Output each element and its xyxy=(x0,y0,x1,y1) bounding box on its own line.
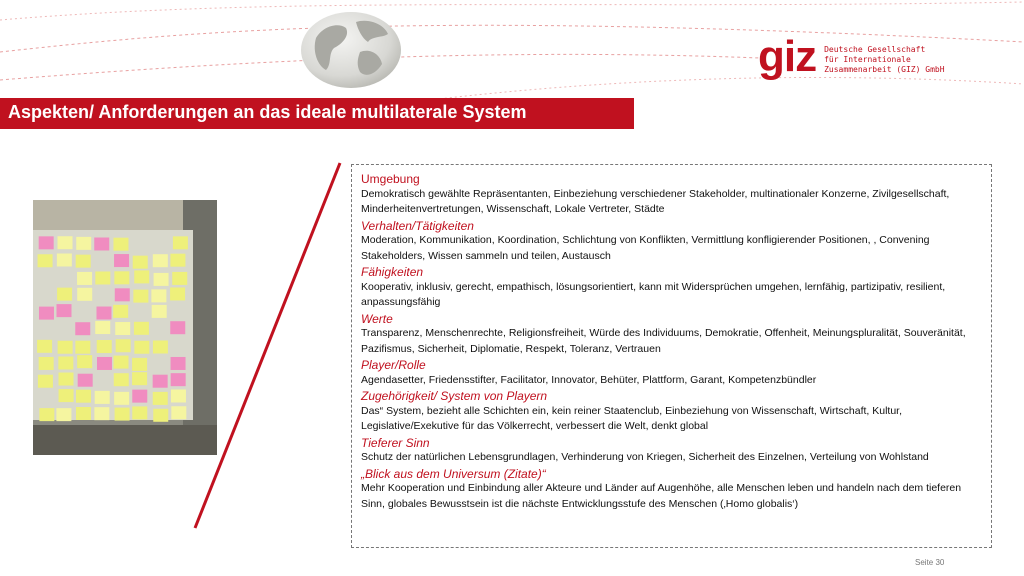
sticky-note xyxy=(133,290,148,303)
sticky-note xyxy=(95,391,110,404)
sticky-note xyxy=(57,254,72,267)
sticky-note xyxy=(114,254,129,267)
section-body: Schutz der natürlichen Lebensgrundlagen, Verhinderung von Kriegen, Sicherheit des Einzelnen, Verteilung von Wohlstand xyxy=(361,451,929,463)
sticky-note xyxy=(114,271,129,284)
sticky-note xyxy=(132,406,147,419)
page-title: Aspekten/ Anforderungen an das ideale multilaterale System xyxy=(8,102,527,122)
sticky-note xyxy=(170,254,185,267)
sticky-note xyxy=(76,237,91,250)
sticky-note xyxy=(153,392,168,405)
sticky-note xyxy=(134,270,149,283)
sticky-note xyxy=(113,305,128,318)
sticky-note xyxy=(96,307,111,320)
sticky-note xyxy=(94,407,109,420)
sticky-note xyxy=(57,304,72,317)
section-heading: Zugehörigkeit/ System von Playern xyxy=(361,389,548,403)
sticky-note xyxy=(153,340,168,353)
sticky-note xyxy=(39,357,54,370)
section-heading: Umgebung xyxy=(361,172,420,186)
section-heading: Verhalten/Tätigkeiten xyxy=(361,218,474,233)
giz-logo xyxy=(758,32,945,81)
sticky-note xyxy=(114,373,129,386)
section-heading: Player/Rolle xyxy=(361,358,426,372)
sticky-note xyxy=(152,305,167,318)
logo-line: für Internationale xyxy=(824,55,911,64)
section-heading: Fähigkeiten xyxy=(361,265,424,279)
sticky-note xyxy=(115,288,130,301)
sticky-note xyxy=(132,390,147,403)
sticky-note xyxy=(132,358,147,371)
sticky-note xyxy=(132,372,147,385)
sticky-note xyxy=(153,409,168,422)
sticky-note xyxy=(154,273,169,286)
sticky-note xyxy=(78,374,93,387)
sticky-note xyxy=(95,321,110,334)
sticky-note xyxy=(56,408,71,421)
section-body: Agendasetter, Friedensstifter, Facilitator, Innovator, Behüter, Plattform, Garant, Kompetenzbündler xyxy=(361,373,817,386)
sticky-note xyxy=(172,272,187,285)
giz-logo-text xyxy=(824,45,944,75)
logo-line: Zusammenarbeit (GIZ) GmbH xyxy=(824,65,945,74)
section-heading: Tieferer Sinn xyxy=(361,435,430,450)
sticky-note xyxy=(114,392,129,405)
sticky-note xyxy=(38,375,53,388)
sticky-note xyxy=(171,373,186,386)
title-bar xyxy=(0,98,634,129)
sticky-note xyxy=(97,357,112,370)
sticky-note xyxy=(58,373,73,386)
sticky-note xyxy=(133,256,148,269)
section-heading: „Blick aus dem Universum (Zitate)“ xyxy=(361,466,546,481)
sticky-note xyxy=(115,322,130,335)
sticky-note xyxy=(134,341,149,354)
sticky-note xyxy=(97,340,112,353)
sticky-note xyxy=(75,322,90,335)
sticky-note xyxy=(171,357,186,370)
sticky-note xyxy=(94,237,109,250)
sticky-note xyxy=(76,255,91,268)
section-body: Moderation, Kommunikation, Koordination, Schlichtung von Konflikten, Vermittlung konfligierender Positionen, , Convening Stakeholders, Wissen sammeln und teilen, Austausch xyxy=(361,234,930,262)
sticky-note xyxy=(59,389,74,402)
sticky-note xyxy=(38,254,53,267)
sticky-note xyxy=(95,271,110,284)
giz-logo-mark: giz xyxy=(758,32,817,81)
sticky-note xyxy=(171,389,186,402)
sticky-note xyxy=(37,340,52,353)
section-body: Transparenz, Menschenrechte, Religionsfreiheit, Würde des Individuums, Demokratie, Offenheit, Meinungspluralität, Souveränität, Pazifismus, Sicherheit, Diplomatie, Respekt, Toleranz, Vertrauen xyxy=(361,327,966,355)
section-body: Demokratisch gewählte Repräsentanten, Einbeziehung verschiedener Stakeholder, multinationaler Konzerne, Zivilgesellschaft, Minderheitenvertretungen, Wissenschaft, Lokale Vertreter, Städte xyxy=(361,187,950,215)
sticky-note xyxy=(171,406,186,419)
sticky-note xyxy=(153,375,168,388)
requirements-box xyxy=(351,164,992,548)
section-body: Kooperativ, inklusiv, gerecht, empathisch, lösungsorientiert, kann mit Widersprüchen umgehen, lernfähig, partizipativ, resilient, anpassungsfähig xyxy=(361,280,946,308)
sticky-note xyxy=(39,408,54,421)
sticky-note xyxy=(57,288,72,301)
sticky-note xyxy=(153,254,168,267)
sticky-note xyxy=(170,321,185,334)
sticky-note xyxy=(151,289,166,302)
sticky-note xyxy=(134,322,149,335)
sticky-note xyxy=(39,236,54,249)
sticky-note xyxy=(58,357,73,370)
section-body: Das“ System, bezieht alle Schichten ein, kein reiner Staatenclub, Einbeziehung von Wissenschaft, Wirtschaft, Kultur, Legislative/Exekutive für das Völkerrecht, verbessert die Welt, denkt global xyxy=(361,404,903,432)
section-heading: Werte xyxy=(361,311,393,326)
sticky-note xyxy=(77,355,92,368)
sticky-note xyxy=(173,236,188,249)
globe-image xyxy=(298,8,404,90)
sticky-note xyxy=(77,288,92,301)
sticky-notes-photo xyxy=(33,200,217,455)
sticky-note xyxy=(170,287,185,300)
sticky-note xyxy=(115,408,130,421)
sticky-note xyxy=(58,341,73,354)
sticky-note xyxy=(76,390,91,403)
sticky-note xyxy=(77,272,92,285)
sticky-note xyxy=(114,356,129,369)
section-body: Mehr Kooperation und Einbindung aller Akteure und Länder auf Augenhöhe, alle Menschen leben und handeln nach dem tieferen Sinn, globales Bewusstsein ist die nächste Entwicklungsstufe des Menschen (‚Homo globalis‘) xyxy=(361,482,962,510)
sticky-note xyxy=(58,236,73,249)
sticky-note xyxy=(116,339,131,352)
sticky-note xyxy=(76,407,91,420)
sticky-note xyxy=(75,341,90,354)
page-number: Seite 30 xyxy=(915,558,945,567)
sticky-note xyxy=(39,307,54,320)
sticky-note xyxy=(113,238,128,251)
logo-line: Deutsche Gesellschaft xyxy=(824,45,926,54)
